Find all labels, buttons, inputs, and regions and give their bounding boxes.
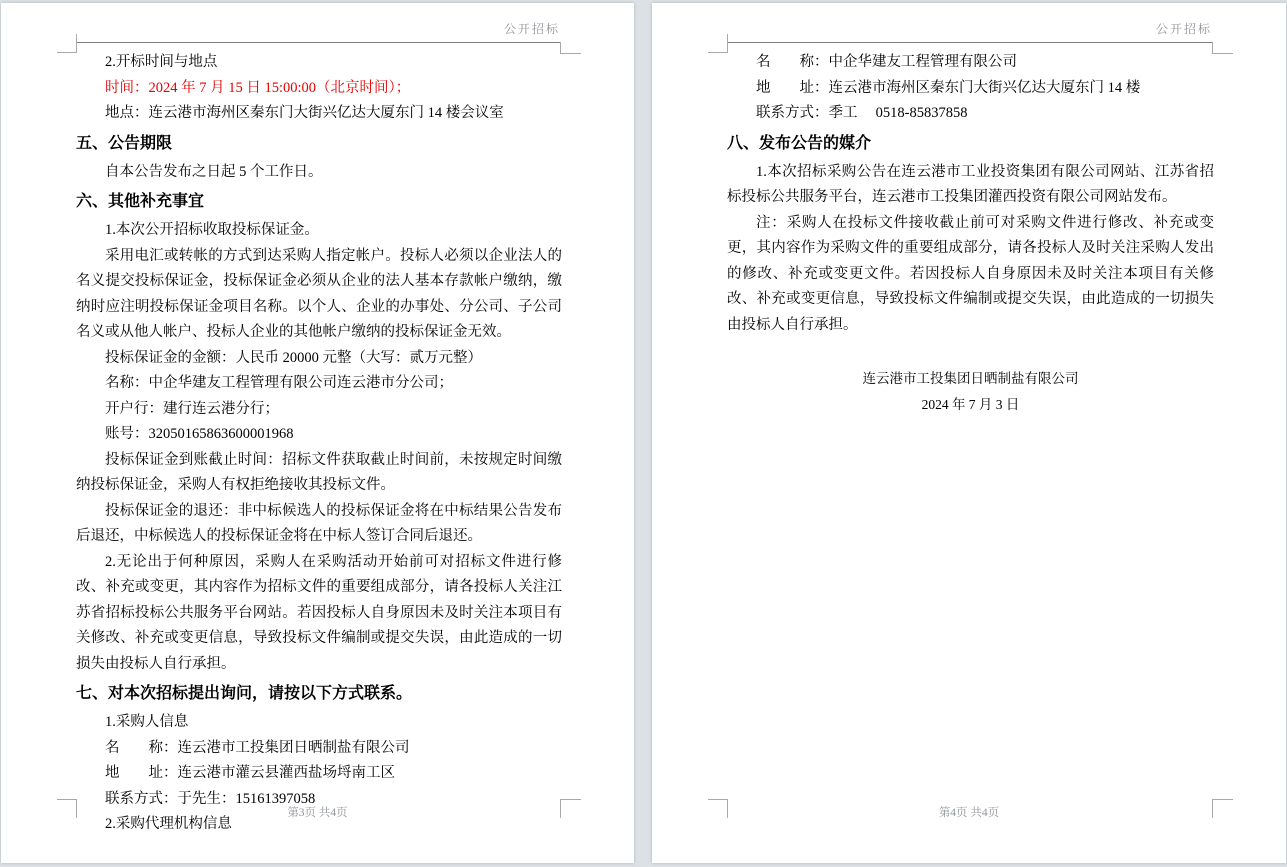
paragraph: 时间：2024 年 7 月 15 日 15:00:00（北京时间）； [105,79,411,96]
paragraph: 1.采购人信息 [105,714,189,730]
section-heading: 六、其他补充事宜 [76,193,205,210]
paragraph: 名称：中企华建友工程管理有限公司连云港市分公司； [105,375,453,391]
page-number: 第4页 共4页 [938,807,1000,819]
paragraph: 2.采购代理机构信息 [105,816,232,832]
paragraph: 账号：32050165863600001968 [105,426,294,442]
paragraph: 投标保证金到账截止时间：招标文件获取截止时间前，未按规定时间缴纳投标保证金，采购人有权拒绝接收其投标文件。 [76,451,562,493]
page-header-label: 公开招标 [503,22,560,36]
page-content [76,50,562,838]
paragraph: 联系方式：于先生：15161397058 [105,790,316,807]
paragraph: 1.本次招标采购公告在连云港市工业投资集团有限公司网站、江苏省招标投标公共服务平台，连云港市工投集团灌西投资有限公司网站发布。 [727,163,1214,205]
document-page-3 [1,3,634,863]
paragraph: 2.无论出于何种原因，采购人在采购活动开始前可对招标文件进行修改、补充或变更，其内容作为招标文件的重要组成部分，请各投标人关注江苏省招标投标公共服务平台网站。若因投标人自身原因未及时关注本项目有关修改、补充或变更信息，导致投标文件编制或提交失误，由此造成的一切损失由投标人自行承担。 [76,553,562,672]
page-header-label: 公开招标 [1155,22,1212,36]
document-page-4 [652,3,1286,863]
section-heading: 七、对本次招标提出询问，请按以下方式联系。 [76,685,413,702]
paragraph: 地 址：连云港市海州区秦东门大街兴亿达大厦东门 14 楼 [756,79,1141,96]
paragraph: 1.本次公开招标收取投标保证金。 [105,222,319,238]
paragraph: 投标保证金的退还：非中标候选人的投标保证金将在中标结果公告发布后退还，中标候选人的投标保证金将在中标人签订合同后退还。 [76,502,562,544]
signature-line: 2024 年 7 月 3 日 [921,396,1020,412]
section-heading: 五、公告期限 [76,134,173,152]
header-rule [76,42,561,43]
paragraph: 开户行：建行连云港分行； [105,400,279,417]
signature-line: 连云港市工投集团日晒制盐有限公司 [862,371,1079,386]
paragraph: 注：采购人在投标文件接收截止前可对采购文件进行修改、补充或变更，其内容作为采购文件的重要组成部分，请各投标人及时关注采购人发出的修改、补充或变更文件。若因投标人自身原因未及时关注本项目有关修改、补充或变更信息，导致投标文件编制或提交失误，由此造成的一切损失由投标人自行承担。 [727,214,1214,333]
page-number: 第3页 共4页 [287,807,348,819]
margin-crop-mark [708,34,728,53]
paragraph: 自本公告发布之日起 5 个工作日。 [105,163,323,180]
paragraph: 投标保证金的金额：人民币 20000 元整（大写：贰万元整） [105,349,482,366]
header-rule [727,42,1213,43]
paragraph: 采用电汇或转帐的方式到达采购人指定帐户。投标人必须以企业法人的名义提交投标保证金，投标保证金必须从企业的法人基本存款帐户缴纳，缴纳时应注明投标保证金项目名称。以个人、企业的办事处、分公司、子公司名义或从他人帐户、投标人企业的其他帐户缴纳的投标保证金无效。 [76,247,562,340]
paragraph: 名 称：中企华建友工程管理有限公司 [756,54,1017,70]
margin-crop-mark [57,34,77,53]
margin-crop-mark [1212,42,1233,54]
paragraph: 地 址：连云港市灌云县灌西盐场埒南工区 [105,765,395,781]
section-heading: 八、发布公告的媒介 [727,134,872,152]
paragraph: 联系方式：季工 0518-85837858 [756,105,968,121]
page-content [727,50,1214,417]
paragraph: 地点：连云港市海州区秦东门大街兴亿达大厦东门 14 楼会议室 [105,105,504,121]
margin-crop-mark [560,42,581,54]
paragraph: 名 称：连云港市工投集团日晒制盐有限公司 [105,739,410,756]
paragraph: 2.开标时间与地点 [105,54,218,70]
